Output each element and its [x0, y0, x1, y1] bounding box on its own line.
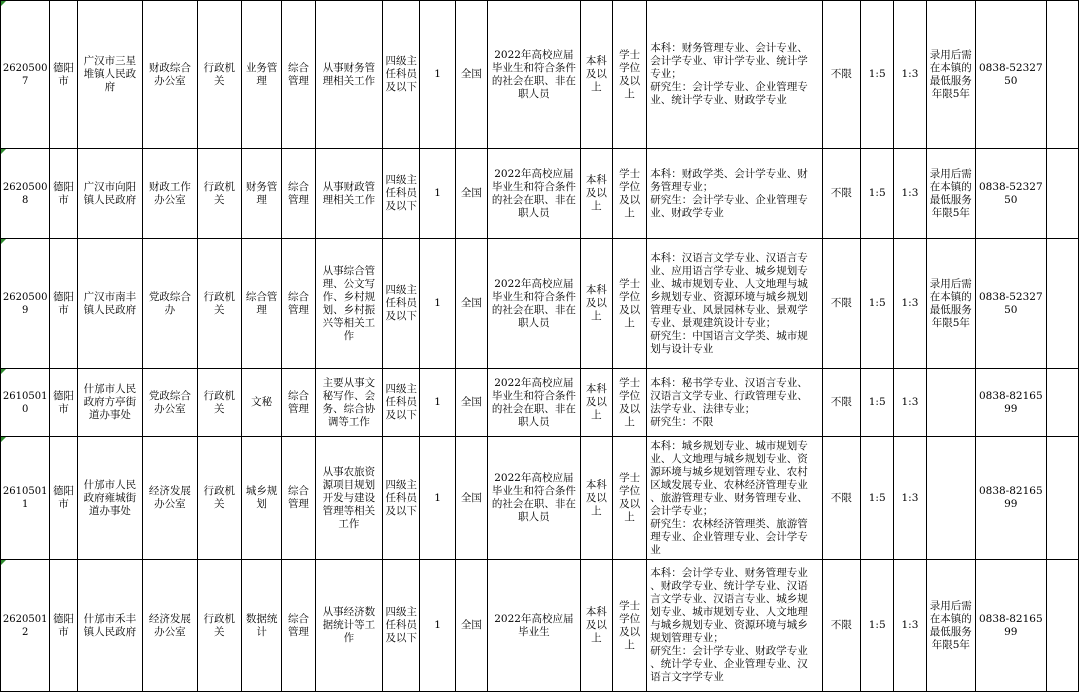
- phone-cell: 0838-5232750: [976, 149, 1047, 239]
- phone-cell: 0838-5232750: [976, 1, 1047, 149]
- interview-ratio-cell: 1:3: [894, 1, 926, 149]
- exam-ratio-cell: 1:5: [861, 149, 894, 239]
- headcount-cell: 1: [420, 239, 455, 369]
- interview-ratio-cell: 1:3: [894, 149, 926, 239]
- major-line: 研究生：中国语言文学类、城市规: [650, 329, 808, 342]
- major-line: 划与设计专业: [650, 342, 714, 355]
- education-cell: 本科及以上: [580, 1, 612, 149]
- org-type-cell: 行政机关: [197, 369, 241, 437]
- major-requirements-cell: [647, 369, 822, 437]
- major-line: 理专业、企业管理专业、会计学专: [650, 530, 808, 543]
- target-cell: 2022年高校应届毕业生和符合条件的社会在职、非在职人员: [487, 1, 580, 149]
- education-cell: 本科及以上: [580, 239, 612, 369]
- scope-cell: 全国: [455, 560, 487, 692]
- position-code-cell: [1, 239, 50, 369]
- target-cell: 2022年高校应届毕业生: [487, 560, 580, 692]
- department-cell: 经济发展办公室: [143, 560, 197, 692]
- other-requirement-cell: 不限: [822, 239, 860, 369]
- interview-ratio-cell: 1:3: [894, 560, 926, 692]
- empty-cell: [1046, 1, 1078, 149]
- position-name-cell: 财务管理: [241, 149, 281, 239]
- major-line: 源环境与城乡规划管理专业、农村: [650, 465, 808, 478]
- phone-cell: 0838-5232750: [976, 239, 1047, 369]
- department-cell: 财政综合办公室: [143, 1, 197, 149]
- category-cell: 综合管理: [282, 369, 315, 437]
- note-cell: 录用后需在本镇的最低服务年限5年: [926, 149, 975, 239]
- exam-ratio-cell: 1:5: [861, 560, 894, 692]
- interview-ratio-cell: 1:3: [894, 437, 926, 560]
- degree-cell: 学士学位及以上: [613, 149, 647, 239]
- other-requirement-cell: 不限: [822, 369, 860, 437]
- interview-ratio-cell: 1:3: [894, 239, 926, 369]
- table-body: [1, 1, 1079, 692]
- empty-cell: [1046, 149, 1078, 239]
- scope-cell: 全国: [455, 149, 487, 239]
- major-line: 会计学专业、审计学专业、统计学: [650, 55, 808, 67]
- education-cell: 本科及以上: [580, 369, 612, 437]
- headcount-cell: 1: [420, 369, 455, 437]
- major-line: 、财政学专业、统计学专业、汉语: [650, 580, 808, 592]
- duty-cell: 主要从事文秘写作、会务、综合协调等工作: [315, 369, 383, 437]
- category-cell: 综合管理: [282, 1, 315, 149]
- major-line: 汉语言文学专业、行政管理专业、: [650, 389, 808, 402]
- rank-cell: 四级主任科员及以下: [383, 369, 420, 437]
- table-row: [1, 149, 1079, 239]
- city-cell: 德阳市: [50, 369, 77, 437]
- major-line: 、旅游管理专业、财务管理专业、: [650, 491, 808, 504]
- category-cell: 综合管理: [282, 437, 315, 560]
- major-line: 研究生：会计学专业、财政学专业: [650, 645, 808, 657]
- position-code-text: 26205007: [2, 62, 48, 87]
- note-cell: 录用后需在本镇的最低服务年限5年: [926, 239, 975, 369]
- department-cell: 财政工作办公室: [143, 149, 197, 239]
- department-cell: 党政综合办公室: [143, 369, 197, 437]
- interview-ratio-cell: 1:3: [894, 369, 926, 437]
- duty-cell: 从事经济数据统计等工作: [315, 560, 383, 692]
- note-cell: 录用后需在本镇的最低服务年限5年: [926, 1, 975, 149]
- agency-cell: 什邡市人民政府雍城街道办事处: [77, 437, 143, 560]
- org-type-cell: 行政机关: [197, 560, 241, 692]
- rank-cell: 四级主任科员及以下: [383, 560, 420, 692]
- position-code-text: 26205012: [2, 613, 48, 638]
- major-line: 专业；: [650, 68, 682, 80]
- org-type-cell: 行政机关: [197, 149, 241, 239]
- major-line: 业、应用语言学专业、城乡规划专: [650, 264, 808, 277]
- rank-cell: 四级主任科员及以下: [383, 239, 420, 369]
- degree-cell: 学士学位及以上: [613, 560, 647, 692]
- rank-cell: 四级主任科员及以下: [383, 149, 420, 239]
- rank-cell: 四级主任科员及以下: [383, 437, 420, 560]
- cell-marker-icon: [1, 369, 6, 374]
- exam-ratio-cell: 1:5: [861, 1, 894, 149]
- major-line: 会计学专业；: [650, 504, 714, 517]
- position-code-cell: [1, 149, 50, 239]
- major-line: 本科：城乡规划专业、城市规划专: [650, 439, 808, 452]
- org-type-cell: 行政机关: [197, 437, 241, 560]
- note-cell: [926, 369, 975, 437]
- empty-cell: [1046, 437, 1078, 560]
- cell-marker-icon: [1, 149, 6, 154]
- scope-cell: 全国: [455, 239, 487, 369]
- major-line: 乡规划专业、资源环境与城乡规划: [650, 290, 808, 303]
- table-row: [1, 437, 1079, 560]
- major-line: 业、财政学专业: [650, 206, 724, 219]
- major-line: 本科：财务管理专业、会计专业、: [650, 42, 808, 54]
- scope-cell: 全国: [455, 369, 487, 437]
- major-line: 研究生：会计学专业、企业管理专: [650, 81, 808, 93]
- major-line: 本科：会计学专业、财务管理专业: [650, 567, 808, 579]
- major-line: 研究生：不限: [650, 415, 714, 428]
- duty-cell: 从事农旅资源项目规划开发与建设管理等相关工作: [315, 437, 383, 560]
- rank-cell: 四级主任科员及以下: [383, 1, 420, 149]
- department-cell: 党政综合办: [143, 239, 197, 369]
- degree-cell: 学士学位及以上: [613, 437, 647, 560]
- degree-cell: 学士学位及以上: [613, 239, 647, 369]
- major-requirements-cell: [647, 437, 822, 560]
- category-cell: 综合管理: [282, 239, 315, 369]
- other-requirement-cell: 不限: [822, 437, 860, 560]
- position-code-text: 26205009: [2, 291, 48, 316]
- target-cell: 2022年高校应届毕业生和符合条件的社会在职、非在职人员: [487, 369, 580, 437]
- major-line: 语言文字学专业: [650, 671, 724, 683]
- major-line: 划专业、城市规划专业、人文地理: [650, 606, 808, 618]
- empty-cell: [1046, 239, 1078, 369]
- position-name-cell: 文秘: [241, 369, 281, 437]
- scope-cell: 全国: [455, 1, 487, 149]
- org-type-cell: 行政机关: [197, 1, 241, 149]
- city-cell: 德阳市: [50, 560, 77, 692]
- major-requirements-cell: [647, 149, 822, 239]
- major-line: 务管理专业；: [650, 180, 714, 193]
- table-row: [1, 560, 1079, 692]
- major-line: 区域发展专业、农林经济管理专业: [650, 478, 808, 491]
- duty-cell: 从事财务管理相关工作: [315, 1, 383, 149]
- target-cell: 2022年高校应届毕业生和符合条件的社会在职、非在职人员: [487, 149, 580, 239]
- category-cell: 综合管理: [282, 560, 315, 692]
- other-requirement-cell: 不限: [822, 560, 860, 692]
- table-row: [1, 369, 1079, 437]
- cell-marker-icon: [1, 437, 6, 442]
- major-line: 本科：财政学类、会计学专业、财: [650, 167, 808, 180]
- agency-cell: 广汉市南丰镇人民政府: [77, 239, 143, 369]
- education-cell: 本科及以上: [580, 437, 612, 560]
- major-line: 本科：秘书学专业、汉语言专业、: [650, 376, 808, 389]
- target-cell: 2022年高校应届毕业生和符合条件的社会在职、非在职人员: [487, 437, 580, 560]
- position-name-cell: 业务管理: [241, 1, 281, 149]
- major-line: 言文学专业、汉语言专业、城乡规: [650, 593, 808, 605]
- major-line: 研究生：会计学专业、企业管理专: [650, 193, 808, 206]
- position-name-cell: 综合管理: [241, 239, 281, 369]
- major-line: 、统计学专业、企业管理专业、汉: [650, 658, 808, 670]
- table-row: [1, 1, 1079, 149]
- note-cell: 录用后需在本镇的最低服务年限5年: [926, 560, 975, 692]
- major-requirements-cell: [647, 560, 822, 692]
- position-code-cell: [1, 560, 50, 692]
- position-name-cell: 数据统计: [241, 560, 281, 692]
- position-code-cell: [1, 369, 50, 437]
- duty-cell: 从事综合管理、公文写作、乡村规划、乡村振兴等相关工作: [315, 239, 383, 369]
- major-requirements-cell: [647, 1, 822, 149]
- scope-cell: 全国: [455, 437, 487, 560]
- city-cell: 德阳市: [50, 1, 77, 149]
- exam-ratio-cell: 1:5: [861, 369, 894, 437]
- headcount-cell: 1: [420, 560, 455, 692]
- major-line: 业、城市规划专业、人文地理与城: [650, 277, 808, 290]
- empty-cell: [1046, 369, 1078, 437]
- phone-cell: 0838-8216599: [976, 560, 1047, 692]
- major-line: 专业、景观建筑设计专业；: [650, 316, 777, 329]
- headcount-cell: 1: [420, 149, 455, 239]
- agency-cell: 广汉市三星堆镇人民政府: [77, 1, 143, 149]
- agency-cell: 广汉市向阳镇人民政府: [77, 149, 143, 239]
- target-cell: 2022年高校应届毕业生和符合条件的社会在职、非在职人员: [487, 239, 580, 369]
- major-line: 研究生：农林经济管理类、旅游管: [650, 517, 808, 530]
- empty-cell: [1046, 560, 1078, 692]
- major-line: 法学专业、法律专业；: [650, 402, 756, 415]
- exam-ratio-cell: 1:5: [861, 437, 894, 560]
- city-cell: 德阳市: [50, 239, 77, 369]
- degree-cell: 学士学位及以上: [613, 369, 647, 437]
- phone-cell: 0838-8216599: [976, 369, 1047, 437]
- major-line: 业: [650, 543, 661, 556]
- headcount-cell: 1: [420, 1, 455, 149]
- major-line: 业、统计学专业、财政学专业: [650, 94, 787, 106]
- agency-cell: 什邡市禾丰镇人民政府: [77, 560, 143, 692]
- major-line: 业、人文地理与城乡规划专业、资: [650, 452, 808, 465]
- department-cell: 经济发展办公室: [143, 437, 197, 560]
- category-cell: 综合管理: [282, 149, 315, 239]
- table-row: [1, 239, 1079, 369]
- position-code-text: 26105010: [2, 390, 48, 415]
- exam-ratio-cell: 1:5: [861, 239, 894, 369]
- major-requirements-cell: [647, 239, 822, 369]
- position-code-cell: [1, 1, 50, 149]
- agency-cell: 什邡市人民政府方亭街道办事处: [77, 369, 143, 437]
- major-line: 与城乡规划专业、资源环境与城乡: [650, 619, 808, 631]
- major-line: 规划管理专业；: [650, 632, 724, 644]
- major-line: 管理专业、风景园林专业、景观学: [650, 303, 808, 316]
- note-cell: [926, 437, 975, 560]
- education-cell: 本科及以上: [580, 149, 612, 239]
- position-code-text: 26205008: [2, 181, 48, 206]
- position-code-cell: [1, 437, 50, 560]
- org-type-cell: 行政机关: [197, 239, 241, 369]
- duty-cell: 从事财政管理相关工作: [315, 149, 383, 239]
- phone-cell: 0838-8216599: [976, 437, 1047, 560]
- position-name-cell: 城乡规划: [241, 437, 281, 560]
- major-line: 本科：汉语言文学专业、汉语言专: [650, 251, 808, 264]
- headcount-cell: 1: [420, 437, 455, 560]
- cell-marker-icon: [1, 239, 6, 244]
- education-cell: 本科及以上: [580, 560, 612, 692]
- city-cell: 德阳市: [50, 149, 77, 239]
- city-cell: 德阳市: [50, 437, 77, 560]
- degree-cell: 学士学位及以上: [613, 1, 647, 149]
- cell-marker-icon: [1, 1, 6, 6]
- other-requirement-cell: 不限: [822, 1, 860, 149]
- other-requirement-cell: 不限: [822, 149, 860, 239]
- position-code-text: 26105011: [2, 486, 48, 510]
- cell-marker-icon: [1, 560, 6, 565]
